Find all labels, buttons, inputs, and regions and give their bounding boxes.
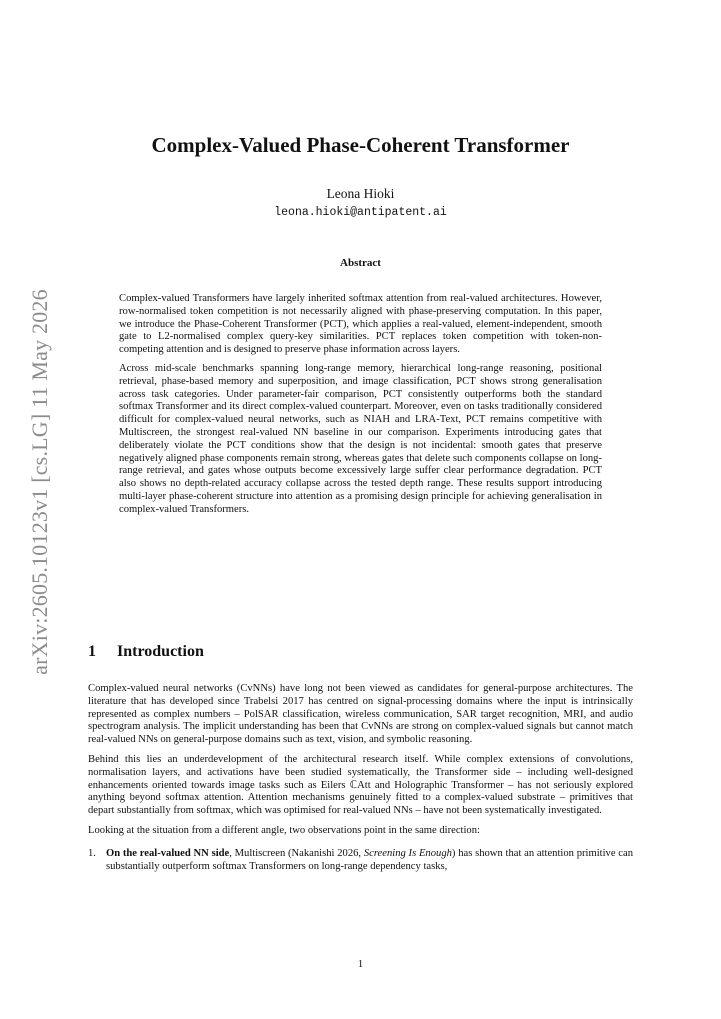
list-item-lead: On the real-valued NN side [106, 847, 230, 859]
arxiv-identifier-stamp: arXiv:2605.10123v1 [cs.LG] 11 May 2026 [27, 289, 52, 675]
cited-title: Screening Is Enough [363, 847, 452, 859]
introduction-body [88, 683, 633, 873]
list-item-text: ) has shown that an attention primitive can substantially outperform softmax Transformers on long-range dependency tasks, [106, 847, 634, 872]
abstract-heading: Abstract [340, 257, 381, 269]
paper-title: Complex-Valued Phase-Coherent Transformer [151, 133, 570, 157]
list-item [88, 848, 633, 874]
body-paragraph: Complex-valued neural networks (CvNNs) have long not been viewed as candidates for general-purpose architectures. The literature that has developed since Trabelsi 2017 has centred on signal-processing domains where the input is intrinsically represented as complex numbers – PolSAR classification, wireless communication, SAR target recognition, MRI, and audio spectrogram analysis. The implicit understanding has been that CvNNs are strong on complex-valued signals but cannot match real-valued NNs on general-purpose domains such as text, vision, and symbolic reasoning. [88, 683, 633, 746]
section-title: Introduction [117, 643, 204, 660]
body-paragraph: Behind this lies an underdevelopment of the architectural research itself. While complex extensions of convolutions, normalisation layers, and activations have been studied systematically, the Transformer side – including well-designed enhancements oriented towards image tasks such as Eilers ℂAtt and Holographic Transformer – has not seriously explored anything beyond softmax attention. Attention mechanisms genuinely fitted to a complex-valued substrate – primitives that depart substantially from softmax, which was optimised for real-valued NNs – have not been systematically investigated. [88, 753, 633, 817]
abstract-paragraph: Across mid-scale benchmarks spanning long-range memory, hierarchical long-range reasoning, positional retrieval, phase-based memory and superposition, and image classification, PCT shows strong generalisation across task categories. Under parameter-fair comparison, PCT consistently outperforms both the standard softmax Transformer and its direct complex-valued counterpart. Moreover, even on tasks traditionally considered difficult for complex-valued neural networks, such as NIAH and LRA-Text, PCT remains competitive with Multiscreen, the strongest real-valued NN baseline in our comparison. Experiments introducing gates that deliberately violate the PCT conditions show that the design is not incidental: smooth gates that preserve negatively aligned phase components remain strong, whereas gates that delete such components collapse on long-range retrieval, and gates whose outputs become excessively large suffer clear performance degradation. PCT also shows no depth-related accuracy collapse across the tested depth range. These results support introducing multi-layer phase-coherent structure into attention as a promising design principle for achieving generalisation in complex-valued Transformers. [119, 362, 602, 515]
observation-list [88, 848, 633, 874]
list-marker: 1. [88, 847, 96, 859]
abstract-paragraph: Complex-valued Transformers have largely inherited softmax attention from real-valued architectures. However, row-normalised token competition is not necessarily aligned with phase-preserving computation. In this paper, we introduce the Phase-Coherent Transformer (PCT), which applies a real-valued, element-independent, smooth gate to L2-normalised complex query-key similarities. PCT replaces token competition with token-non-competing attention and is designed to preserve phase information across layers. [119, 293, 602, 356]
section-heading-introduction [88, 643, 204, 661]
list-item-text: , Multiscreen (Nakanishi 2026, [229, 847, 364, 859]
section-number: 1 [88, 643, 96, 660]
author-email: leona.hioki@antipatent.ai [274, 206, 447, 219]
author-name: Leona Hioki [326, 186, 395, 201]
page-number: 1 [357, 958, 364, 970]
abstract-body [119, 293, 602, 523]
body-paragraph: Looking at the situation from a different angle, two observations point in the same direction: [88, 824, 480, 836]
